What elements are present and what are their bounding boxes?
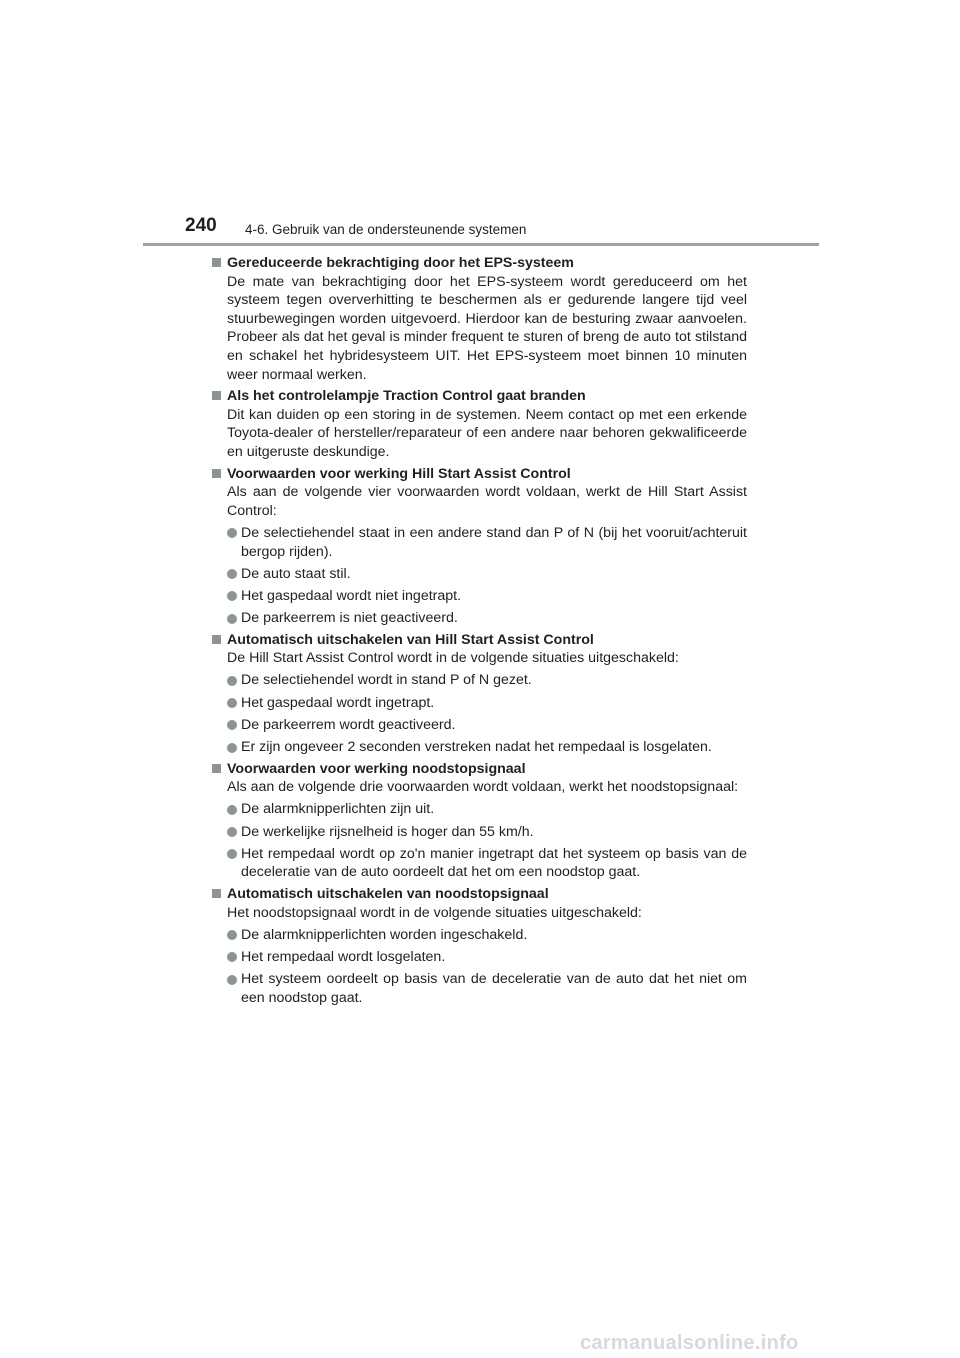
watermark: carmanualsonline.info: [580, 1332, 799, 1354]
section-title-text: Automatisch uitschakelen van Hill Start Assist Control: [227, 631, 594, 648]
section-text: De mate van bekrachtiging door het EPS-systeem wordt gereduceerd om het systeem tegen oververhitting te beschermen als er gedurende langere tijd veel stuurbewegingen worden uitgevoerd. Hierdoor kan de besturing zwaar aanvoelen. Probeer als dat het geval is minder frequent te sturen of breng de auto tot stilstand en schakel het hybridesysteem UIT. Het EPS-systeem moet binnen 10 minuten weer normaal werken.: [227, 273, 747, 383]
list-item: [211, 926, 747, 945]
list-item: [211, 948, 747, 967]
list-item: [211, 524, 747, 561]
circle-bullet-icon: [227, 827, 237, 837]
square-bullet-icon: [212, 469, 221, 478]
circle-bullet-icon: [227, 698, 237, 708]
square-bullet-icon: [212, 391, 221, 400]
section: [211, 631, 747, 757]
section-title: [211, 254, 747, 273]
list-item-text: De alarmknipperlichten worden ingeschakeld.: [241, 926, 528, 943]
circle-bullet-icon: [227, 676, 237, 686]
section-title-text: Voorwaarden voor werking noodstopsignaal: [227, 760, 526, 777]
list-item-text: De parkeerrem is niet geactiveerd.: [241, 610, 458, 627]
page-content: [211, 254, 747, 1010]
list-item-text: Het rempedaal wordt op zo'n manier ingetrapt dat het systeem op basis van de deceleratie van de auto oordeelt dat het om een noodstop gaat.: [241, 845, 747, 881]
list-item-text: De selectiehendel staat in een andere stand dan P of N (bij het vooruit/achteruit bergop rijden).: [241, 524, 747, 560]
section: [211, 760, 747, 882]
section: [211, 885, 747, 1007]
section-title: [211, 885, 747, 904]
list-item-text: Er zijn ongeveer 2 seconden verstreken nadat het rempedaal is losgelaten.: [241, 739, 712, 755]
circle-bullet-icon: [227, 743, 237, 753]
circle-bullet-icon: [227, 952, 237, 962]
list-item-text: De selectiehendel wordt in stand P of N gezet.: [241, 672, 532, 689]
section-title-text: Als het controlelampje Traction Control gaat branden: [227, 388, 586, 405]
list-item-text: Het systeem oordeelt op basis van de deceleratie van de auto dat het niet om een noodstop gaat.: [241, 971, 747, 1006]
square-bullet-icon: [212, 635, 221, 644]
list-item-text: De werkelijke rijsnelheid is hoger dan 55 km/h.: [241, 823, 534, 840]
section-title-text: Gereduceerde bekrachtiging door het EPS-systeem: [227, 255, 574, 271]
square-bullet-icon: [212, 889, 221, 898]
circle-bullet-icon: [227, 805, 237, 815]
list-item-text: De alarmknipperlichten zijn uit.: [241, 801, 435, 818]
section: [211, 465, 747, 628]
page-number: 240: [185, 215, 217, 236]
list-item: [211, 716, 747, 735]
circle-bullet-icon: [227, 528, 237, 538]
section: [211, 254, 747, 384]
chapter-title: 4-6. Gebruik van de ondersteunende systemen: [245, 222, 527, 237]
list-item: [211, 671, 747, 690]
section-title: [211, 465, 747, 484]
list-item: [211, 800, 747, 819]
section-text: Het noodstopsignaal wordt in de volgende situaties uitgeschakeld:: [227, 904, 642, 921]
section-text: Als aan de volgende drie voorwaarden wordt voldaan, werkt het noodstopsignaal:: [227, 779, 739, 796]
circle-bullet-icon: [227, 569, 237, 579]
circle-bullet-icon: [227, 720, 237, 730]
square-bullet-icon: [212, 258, 221, 267]
section-title: [211, 387, 747, 406]
section-text: Als aan de volgende vier voorwaarden wordt voldaan, werkt de Hill Start Assist Control:: [227, 484, 747, 519]
section-title-text: Automatisch uitschakelen van noodstopsignaal: [227, 885, 549, 902]
list-item: [211, 587, 747, 606]
list-item-text: Het gaspedaal wordt niet ingetrapt.: [241, 587, 462, 604]
list-item: [211, 970, 747, 1007]
square-bullet-icon: [212, 764, 221, 773]
circle-bullet-icon: [227, 849, 237, 859]
section-title: [211, 760, 747, 779]
list-item-text: Het rempedaal wordt losgelaten.: [241, 948, 446, 965]
section: [211, 387, 747, 461]
circle-bullet-icon: [227, 975, 237, 985]
list-item-text: De auto staat stil.: [241, 565, 351, 582]
circle-bullet-icon: [227, 614, 237, 624]
section-title: [211, 631, 747, 650]
list-item-text: De parkeerrem wordt geactiveerd.: [241, 716, 456, 733]
section-text: De Hill Start Assist Control wordt in de volgende situaties uitgeschakeld:: [227, 650, 679, 667]
list-item: [211, 609, 747, 628]
list-item: [211, 823, 747, 842]
circle-bullet-icon: [227, 930, 237, 940]
list-item: [211, 694, 747, 713]
circle-bullet-icon: [227, 591, 237, 601]
header-rule: [143, 243, 819, 246]
section-title-text: Voorwaarden voor werking Hill Start Assist Control: [227, 465, 571, 482]
list-item: [211, 845, 747, 882]
list-item: [211, 738, 747, 757]
list-item-text: Het gaspedaal wordt ingetrapt.: [241, 694, 435, 711]
list-item: [211, 565, 747, 584]
section-text: Dit kan duiden op een storing in de systemen. Neem contact op met een erkende Toyota-dealer of hersteller/reparateur of een andere naar behoren gekwalificeerde en uitgeruste deskundige.: [227, 406, 747, 460]
